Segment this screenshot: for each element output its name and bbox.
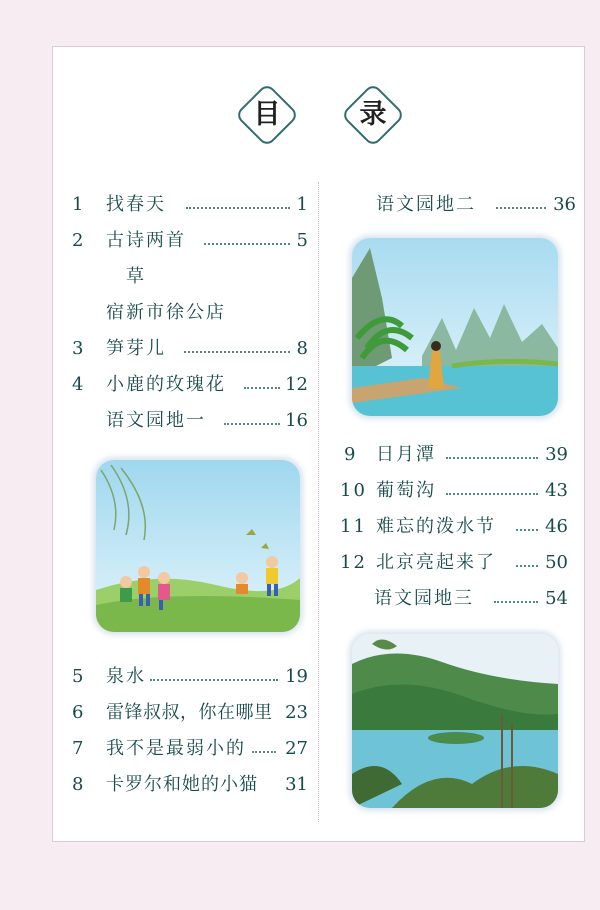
leader-dots bbox=[446, 457, 538, 459]
column-divider bbox=[318, 182, 319, 822]
toc-entry[interactable] bbox=[72, 698, 308, 728]
entry-number: 9 bbox=[344, 444, 358, 465]
entry-title: 泉水 bbox=[106, 666, 146, 687]
leader-dots bbox=[516, 565, 538, 567]
entry-number: 7 bbox=[72, 738, 86, 759]
entry-number: 2 bbox=[72, 230, 86, 251]
heading-char-2: 录 bbox=[359, 99, 387, 130]
toc-entry[interactable] bbox=[72, 662, 308, 692]
toc-entry[interactable] bbox=[72, 190, 308, 220]
entry-title: 找春天 bbox=[106, 194, 166, 215]
leader-dots bbox=[516, 529, 538, 531]
entry-number: 5 bbox=[72, 666, 86, 687]
entry-page: 12 bbox=[285, 374, 308, 395]
toc-entry[interactable] bbox=[340, 512, 576, 542]
entry-page: 46 bbox=[545, 516, 568, 537]
entry-page: 27 bbox=[285, 738, 308, 759]
entry-title: 小鹿的玫瑰花 bbox=[106, 374, 226, 395]
entry-page: 8 bbox=[296, 338, 308, 359]
leader-dots bbox=[224, 423, 280, 425]
entry-title: 葡萄沟 bbox=[376, 480, 436, 501]
entry-number: 8 bbox=[72, 774, 86, 795]
entry-number: 11 bbox=[340, 516, 367, 537]
entry-page: 31 bbox=[285, 774, 308, 795]
toc-entry[interactable] bbox=[72, 334, 308, 364]
entry-number: 1 bbox=[72, 194, 86, 215]
entry-title: 日月潭 bbox=[376, 444, 436, 465]
heading-badge-mu bbox=[238, 86, 296, 144]
entry-page: 19 bbox=[285, 666, 308, 687]
lake-landscape-illustration bbox=[352, 634, 558, 808]
toc-entry[interactable] bbox=[72, 770, 308, 800]
entry-title: 雷锋叔叔，你在哪里 bbox=[106, 702, 273, 723]
leader-dots bbox=[244, 387, 280, 389]
entry-page: 39 bbox=[545, 444, 568, 465]
entry-title: 难忘的泼水节 bbox=[376, 516, 496, 537]
leader-dots bbox=[494, 601, 538, 603]
leader-dots bbox=[252, 751, 276, 753]
entry-number: 4 bbox=[72, 374, 86, 395]
leader-dots bbox=[496, 207, 546, 209]
entry-page: 1 bbox=[296, 194, 308, 215]
entry-number: 3 bbox=[72, 338, 86, 359]
toc-entry[interactable] bbox=[340, 190, 576, 220]
children-spring-illustration bbox=[96, 460, 300, 632]
entry-title: 语文园地三 bbox=[374, 588, 474, 609]
entry-title: 古诗两首 bbox=[106, 230, 186, 251]
entry-title: 语文园地二 bbox=[376, 194, 476, 215]
toc-entry[interactable] bbox=[72, 370, 308, 400]
toc-entry[interactable] bbox=[340, 548, 576, 578]
entry-page: 50 bbox=[545, 552, 568, 573]
leader-dots bbox=[204, 243, 290, 245]
leader-dots bbox=[446, 493, 538, 495]
heading-badge-lu bbox=[344, 86, 402, 144]
toc-entry[interactable] bbox=[72, 406, 308, 436]
entry-page: 16 bbox=[285, 410, 308, 431]
entry-title: 语文园地一 bbox=[106, 410, 206, 431]
entry-number: 12 bbox=[340, 552, 367, 573]
sub-entry[interactable]: 草 bbox=[126, 266, 146, 287]
entry-number: 6 bbox=[72, 702, 86, 723]
toc-entry[interactable] bbox=[72, 734, 308, 764]
sub-entry[interactable]: 宿新市徐公店 bbox=[106, 302, 226, 323]
entry-number: 10 bbox=[340, 480, 367, 501]
heading-char-1: 目 bbox=[253, 99, 281, 130]
entry-title: 北京亮起来了 bbox=[376, 552, 496, 573]
toc-entry[interactable] bbox=[72, 226, 308, 256]
leader-dots bbox=[186, 207, 290, 209]
sun-moon-lake-illustration bbox=[352, 238, 558, 416]
leader-dots bbox=[184, 351, 290, 353]
entry-page: 23 bbox=[285, 702, 308, 723]
entry-title: 我不是最弱小的 bbox=[106, 738, 246, 759]
toc-entry[interactable] bbox=[340, 440, 576, 470]
toc-entry[interactable] bbox=[340, 584, 576, 614]
entry-page: 5 bbox=[296, 230, 308, 251]
toc-entry[interactable] bbox=[340, 476, 576, 506]
leader-dots bbox=[150, 679, 278, 681]
entry-title: 卡罗尔和她的小猫 bbox=[106, 774, 258, 795]
entry-page: 36 bbox=[553, 194, 576, 215]
entry-title: 笋芽儿 bbox=[106, 338, 166, 359]
entry-page: 43 bbox=[545, 480, 568, 501]
entry-page: 54 bbox=[545, 588, 568, 609]
